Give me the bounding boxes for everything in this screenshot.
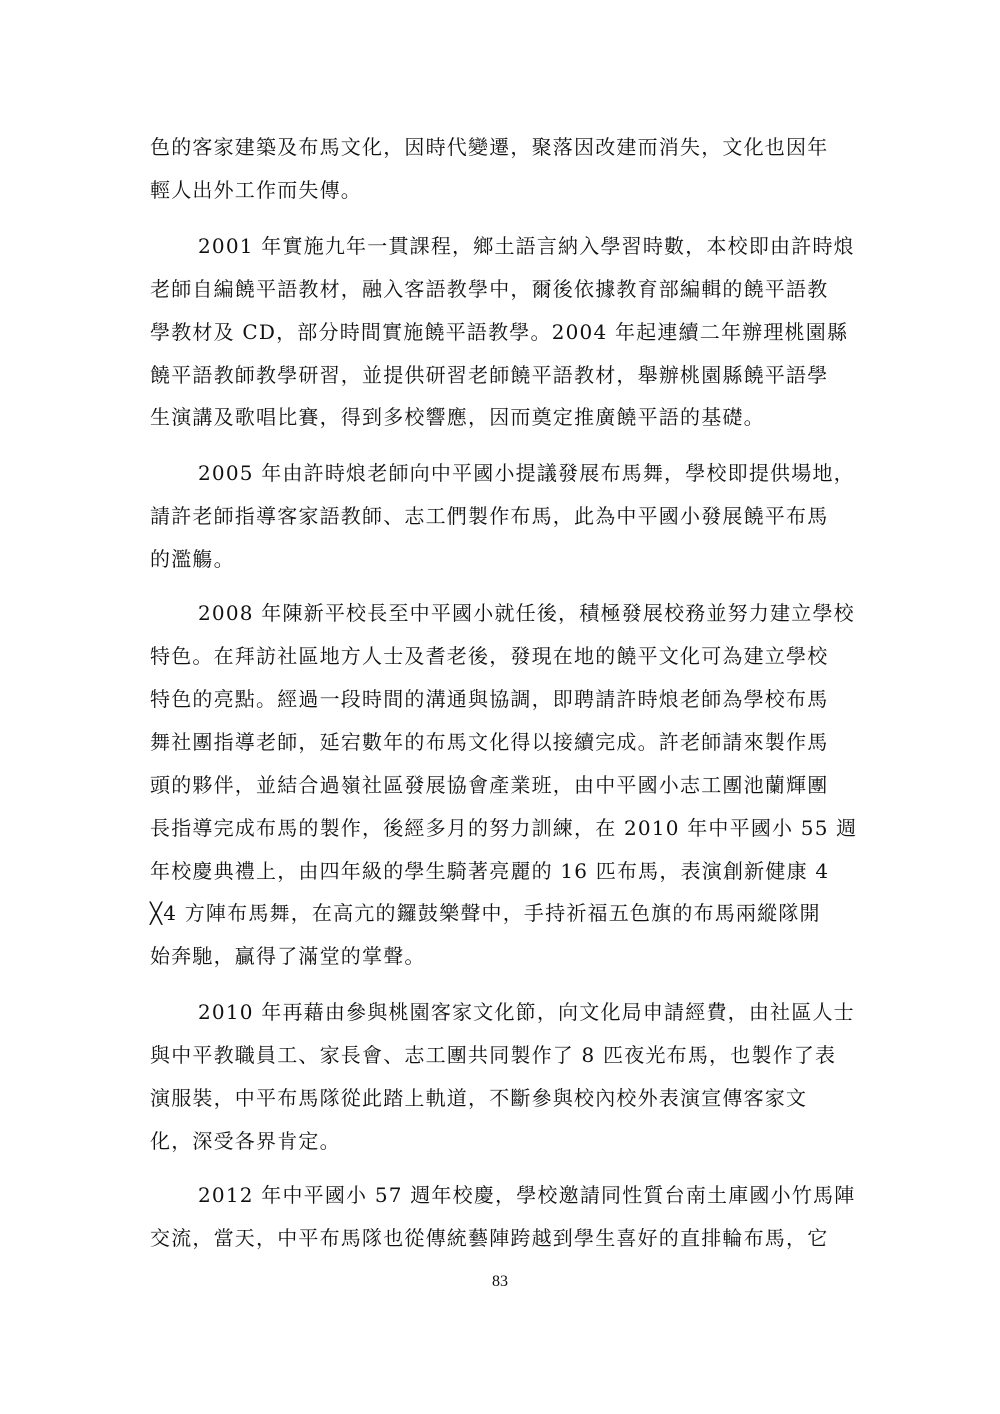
text-line: 2008 年陳新平校長至中平國小就任後，積極發展校務並努力建立學校 bbox=[198, 601, 855, 625]
text-line: 請許老師指導客家語教師、志工們製作布馬，此為中平國小發展饒平布馬 bbox=[150, 504, 829, 528]
text-line: 舞社團指導老師，延宕數年的布馬文化得以接續完成。許老師請來製作馬 bbox=[150, 730, 829, 754]
text-line: 生演講及歌唱比賽，得到多校響應，因而奠定推廣饒平語的基礎。 bbox=[150, 405, 765, 429]
page-number: 83 bbox=[492, 1273, 508, 1290]
text-line: 化，深受各界肯定。 bbox=[150, 1129, 341, 1153]
text-line: 的濫觴。 bbox=[150, 547, 235, 571]
text-line: 老師自編饒平語教材，融入客語教學中，爾後依據教育部編輯的饒平語教 bbox=[150, 277, 829, 301]
text-line: 色的客家建築及布馬文化，因時代變遷，聚落因改建而消失，文化也因年 bbox=[150, 135, 829, 159]
text-line: 2010 年再藉由參與桃園客家文化節，向文化局申請經費，由社區人士 bbox=[198, 1000, 855, 1024]
text-line: 特色。在拜訪社區地方人士及耆老後，發現在地的饒平文化可為建立學校 bbox=[150, 644, 829, 668]
text-line: 2012 年中平國小 57 週年校慶，學校邀請同性質台南土庫國小竹馬陣 bbox=[198, 1183, 856, 1207]
text-line: 頭的夥伴，並結合過嶺社區發展協會產業班，由中平國小志工團池蘭輝團 bbox=[150, 773, 829, 797]
text-line: 與中平教職員工、家長會、志工團共同製作了 8 匹夜光布馬，也製作了表 bbox=[150, 1043, 837, 1067]
text-line: 演服裝，中平布馬隊從此踏上軌道，不斷參與校內校外表演宣傳客家文 bbox=[150, 1086, 808, 1110]
text-line: 輕人出外工作而失傳。 bbox=[150, 178, 362, 202]
text-line: 交流，當天，中平布馬隊也從傳統藝陣跨越到學生喜好的直排輪布馬，它 bbox=[150, 1226, 829, 1250]
text-line: 長指導完成布馬的製作，後經多月的努力訓練，在 2010 年中平國小 55 週 bbox=[150, 816, 858, 840]
text-line: 2001 年實施九年一貫課程，鄉土語言納入學習時數，本校即由許時烺 bbox=[198, 234, 855, 258]
text-line: ╳4 方陣布馬舞，在高亢的鑼鼓樂聲中，手持祈福五色旗的布馬兩縱隊開 bbox=[150, 901, 821, 925]
text-line: 學教材及 CD，部分時間實施饒平語教學。2004 年起連續二年辦理桃園縣 bbox=[150, 320, 849, 344]
text-line: 特色的亮點。經過一段時間的溝通與協調，即聘請許時烺老師為學校布馬 bbox=[150, 687, 829, 711]
text-line: 年校慶典禮上，由四年級的學生騎著亮麗的 16 匹布馬，表演創新健康 4 bbox=[150, 859, 830, 883]
text-line: 始奔馳，贏得了滿堂的掌聲。 bbox=[150, 944, 426, 968]
text-line: 2005 年由許時烺老師向中平國小提議發展布馬舞，學校即提供場地， bbox=[198, 461, 855, 485]
text-line: 饒平語教師教學研習，並提供研習老師饒平語教材，舉辦桃園縣饒平語學 bbox=[150, 363, 829, 387]
